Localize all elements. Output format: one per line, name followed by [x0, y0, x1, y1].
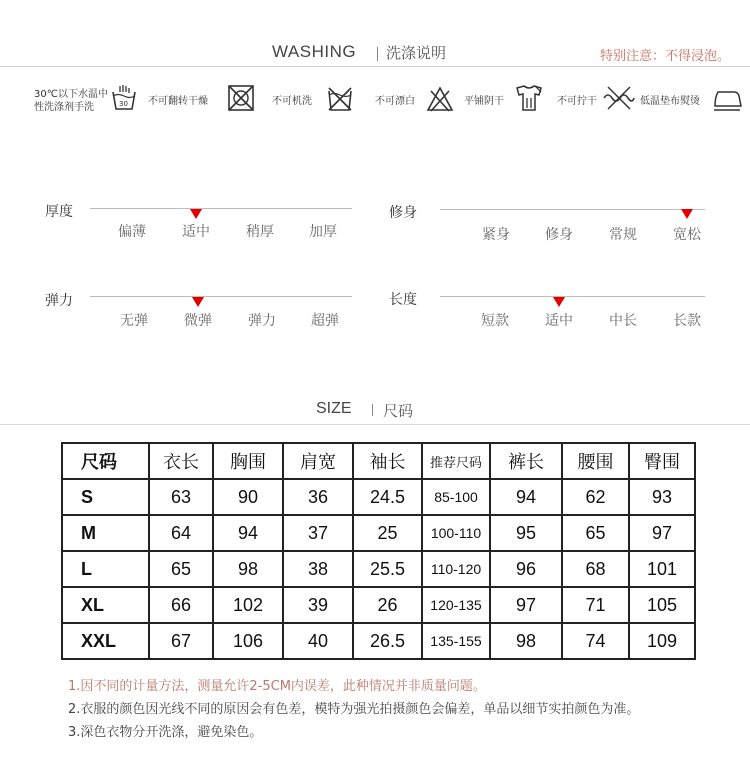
washing-title: WASHING	[272, 42, 357, 61]
cell-waist: 62	[562, 479, 629, 515]
cell-recommended: 120-135	[422, 587, 490, 623]
table-row	[62, 551, 695, 587]
cell-hip: 109	[629, 623, 695, 659]
cell-hip: 93	[629, 479, 695, 515]
length-label: 长度	[389, 292, 417, 308]
no-wring-icon	[602, 84, 636, 112]
fit-label: 修身	[389, 205, 417, 221]
table-row	[62, 587, 695, 623]
special-note: 特别注意：不得浸泡。	[600, 49, 731, 64]
header-pants-length: 裤长	[490, 443, 562, 479]
cell-size: S	[62, 479, 149, 515]
fit-selected-marker	[681, 209, 693, 219]
cell-size: XXL	[62, 623, 149, 659]
note-2: 2.衣服的颜色因光线不同的原因会有色差，模特为强光拍摄颜色会偏差，单品以细节实拍颜色为准。	[68, 702, 640, 717]
thickness-selected-marker	[190, 209, 202, 219]
cell-pants-length: 96	[490, 551, 562, 587]
no-tumble-dry-icon	[227, 84, 255, 112]
fit-option: 常规	[609, 227, 637, 243]
low-iron-with-cloth-icon	[712, 86, 742, 114]
length-selected-marker	[553, 297, 565, 307]
fit-option: 紧身	[482, 227, 510, 243]
cell-length: 63	[149, 479, 213, 515]
length-scale-line	[440, 296, 705, 297]
cell-bust: 106	[213, 623, 283, 659]
cell-recommended: 85-100	[422, 479, 490, 515]
cell-sleeve: 26	[353, 587, 422, 623]
header-rule	[0, 66, 750, 67]
cell-recommended: 135-155	[422, 623, 490, 659]
elasticity-option: 超弹	[311, 313, 339, 329]
elasticity-label: 弹力	[45, 293, 73, 309]
size-rule	[0, 424, 750, 425]
cell-shoulder: 37	[283, 515, 353, 551]
cell-shoulder: 39	[283, 587, 353, 623]
size-table	[61, 442, 696, 660]
care-low-iron-text: 低温垫布熨烫	[640, 96, 700, 107]
cell-bust: 90	[213, 479, 283, 515]
cell-recommended: 100-110	[422, 515, 490, 551]
cell-pants-length: 94	[490, 479, 562, 515]
care-no-wring-text: 不可拧干	[557, 96, 597, 107]
cell-bust: 98	[213, 551, 283, 587]
cell-sleeve: 25.5	[353, 551, 422, 587]
header-bust: 胸围	[213, 443, 283, 479]
size-divider	[372, 404, 373, 416]
header-waist: 腰围	[562, 443, 629, 479]
cell-sleeve: 25	[353, 515, 422, 551]
cell-hip: 105	[629, 587, 695, 623]
elasticity-option: 微弹	[184, 313, 212, 329]
hand-wash-icon	[110, 84, 138, 112]
cell-length: 66	[149, 587, 213, 623]
header-sleeve: 袖长	[353, 443, 422, 479]
elasticity-option: 弹力	[248, 313, 276, 329]
elasticity-selected-marker	[192, 297, 204, 307]
cell-shoulder: 36	[283, 479, 353, 515]
header-divider	[377, 47, 378, 61]
cell-size: XL	[62, 587, 149, 623]
cell-waist: 71	[562, 587, 629, 623]
header-size: 尺码	[62, 443, 149, 479]
size-title: SIZE	[316, 400, 352, 417]
dry-flat-in-shade-icon	[515, 84, 543, 112]
table-row	[62, 623, 695, 659]
care-hand-wash-text	[34, 88, 108, 114]
length-option: 短款	[481, 313, 509, 329]
cell-length: 65	[149, 551, 213, 587]
cell-pants-length: 98	[490, 623, 562, 659]
cell-length: 67	[149, 623, 213, 659]
cell-waist: 68	[562, 551, 629, 587]
cell-size: M	[62, 515, 149, 551]
care-dry-flat-text: 平铺阴干	[464, 96, 504, 107]
header-hip: 臀围	[629, 443, 695, 479]
thickness-option: 稍厚	[246, 224, 274, 240]
cell-pants-length: 97	[490, 587, 562, 623]
cell-waist: 65	[562, 515, 629, 551]
length-option: 中长	[609, 313, 637, 329]
note-3: 3.深色衣物分开洗涤，避免染色。	[68, 725, 263, 740]
washing-title-cn: 洗涤说明	[386, 44, 447, 62]
size-title-cn: 尺码	[383, 402, 414, 420]
care-hand-wash-line1: 30℃以下水温中	[34, 89, 108, 100]
cell-bust: 102	[213, 587, 283, 623]
svg-text:30: 30	[119, 100, 128, 108]
elasticity-option: 无弹	[120, 313, 148, 329]
cell-sleeve: 26.5	[353, 623, 422, 659]
length-option: 适中	[545, 313, 573, 329]
cell-bust: 94	[213, 515, 283, 551]
fit-option: 宽松	[673, 227, 701, 243]
fit-option: 修身	[545, 227, 573, 243]
thickness-label: 厚度	[45, 204, 73, 220]
care-no-bleach-text: 不可漂白	[375, 96, 415, 107]
table-row	[62, 479, 695, 515]
cell-waist: 74	[562, 623, 629, 659]
care-no-tumble-text: 不可翻转干燥	[148, 96, 208, 107]
table-row	[62, 515, 695, 551]
note-1: 1.因不同的计量方法，测量允许2-5CM内误差，此种情况并非质量问题。	[68, 679, 486, 694]
header-length: 衣长	[149, 443, 213, 479]
cell-shoulder: 40	[283, 623, 353, 659]
header-shoulder: 肩宽	[283, 443, 353, 479]
table-header-row	[62, 443, 695, 479]
thickness-option: 加厚	[309, 224, 337, 240]
cell-size: L	[62, 551, 149, 587]
cell-pants-length: 95	[490, 515, 562, 551]
fit-scale-line	[440, 209, 705, 210]
thickness-option: 适中	[182, 224, 210, 240]
thickness-scale-line	[90, 208, 352, 209]
no-machine-wash-icon	[326, 84, 354, 112]
elasticity-scale-line	[90, 296, 352, 297]
cell-sleeve: 24.5	[353, 479, 422, 515]
header-recommended: 推荐尺码	[422, 443, 490, 479]
cell-length: 64	[149, 515, 213, 551]
cell-recommended: 110-120	[422, 551, 490, 587]
cell-hip: 101	[629, 551, 695, 587]
cell-hip: 97	[629, 515, 695, 551]
length-option: 长款	[673, 313, 701, 329]
no-bleach-icon	[426, 85, 454, 113]
thickness-option: 偏薄	[118, 224, 146, 240]
care-hand-wash-line2: 性洗涤剂手洗	[34, 102, 94, 113]
cell-shoulder: 38	[283, 551, 353, 587]
care-no-machine-wash-text: 不可机洗	[272, 96, 312, 107]
